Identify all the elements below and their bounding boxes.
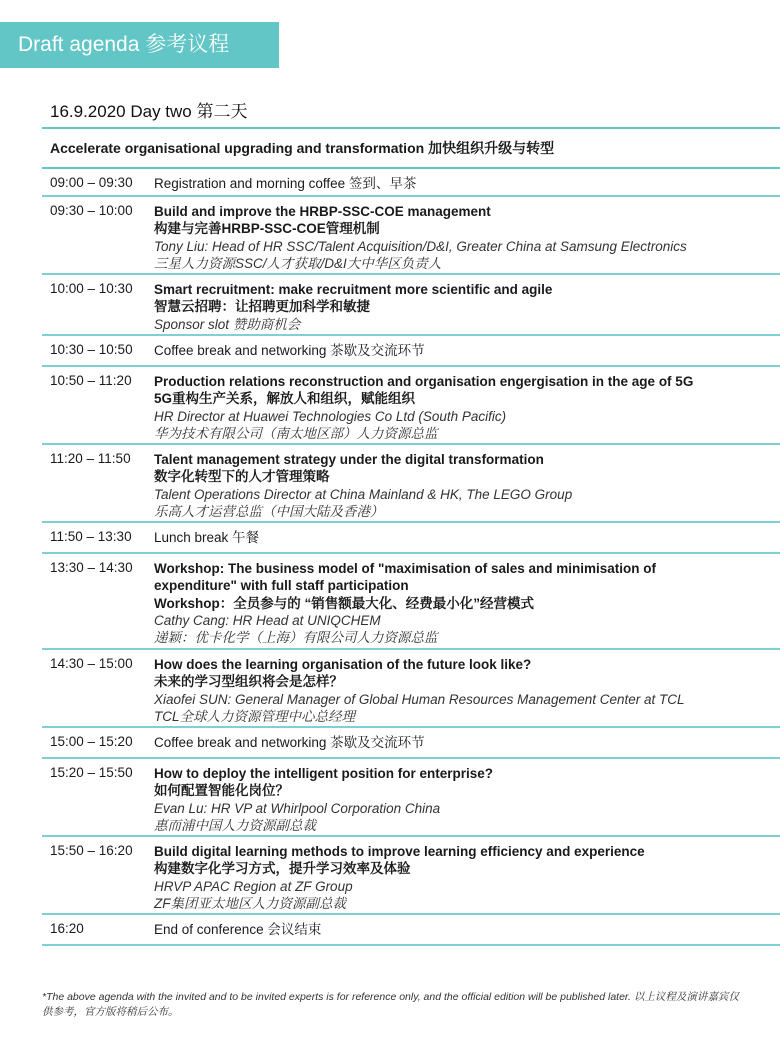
session-content xyxy=(154,367,780,443)
session-time: 15:00 – 15:20 xyxy=(50,734,133,749)
session-line: End of conference 会议结束 xyxy=(154,922,322,937)
session-time: 13:30 – 14:30 xyxy=(50,560,133,575)
session-line: Production relations reconstruction and organisation engergisation in the age of 5G xyxy=(154,374,694,389)
agenda-banner xyxy=(0,22,279,68)
session-time: 10:50 – 11:20 xyxy=(50,373,132,388)
session-line: Cathy Cang: HR Head at UNIQCHEM xyxy=(154,612,381,628)
session-row xyxy=(42,445,780,523)
session-content xyxy=(154,169,780,195)
session-time: 16:20 xyxy=(50,921,84,936)
session-row xyxy=(42,650,780,728)
session-line: 构建数字化学习方式，提升学习效率及体验 xyxy=(154,861,411,877)
session-line: 数字化转型下的人才管理策略 xyxy=(154,469,330,485)
session-time: 09:00 – 09:30 xyxy=(50,175,133,190)
session-line: Build and improve the HRBP-SSC-COE management xyxy=(154,204,491,219)
session-content xyxy=(154,445,780,521)
session-line: 5G重构生产关系，解放人和组织，赋能组织 xyxy=(154,391,416,407)
session-content xyxy=(154,336,780,365)
session-row xyxy=(42,837,780,915)
session-row xyxy=(42,169,780,197)
session-row xyxy=(42,523,780,554)
session-time: 11:50 – 13:30 xyxy=(50,529,132,544)
session-line: ZF集团亚太地区人力资源副总裁 xyxy=(154,895,346,911)
session-row xyxy=(42,915,780,946)
session-line: Coffee break and networking 茶歇及交流环节 xyxy=(154,343,425,358)
session-line: How does the learning organisation of the future look like? xyxy=(154,657,532,672)
banner-title: Draft agenda 参考议程 xyxy=(18,33,230,56)
session-line: Talent Operations Director at China Mainland & HK, The LEGO Group xyxy=(154,486,573,502)
session-content xyxy=(154,837,780,913)
session-content xyxy=(154,650,780,726)
session-line: 构建与完善HRBP-SSC-COE管理机制 xyxy=(154,221,380,237)
footnote: *The above agenda with the invited and to be invited experts is for reference only, and the official edition will be published later. 以上议程及演讲嘉宾仅供参考，官方版将稍后公布。 xyxy=(42,991,739,1018)
theme-heading: Accelerate organisational upgrading and transformation 加快组织升级与转型 xyxy=(42,129,780,169)
session-content xyxy=(154,554,780,648)
session-time: 09:30 – 10:00 xyxy=(50,203,133,218)
session-time: 14:30 – 15:00 xyxy=(50,656,133,671)
session-line: Registration and morning coffee 签到、早茶 xyxy=(154,176,417,191)
session-time: 15:50 – 16:20 xyxy=(50,843,133,858)
session-line: HR Director at Huawei Technologies Co Ltd (South Pacific) xyxy=(154,408,507,424)
session-line: 如何配置智能化岗位？ xyxy=(154,783,289,799)
session-line: 华为技术有限公司（南太地区部）人力资源总监 xyxy=(154,425,438,441)
session-time: 11:20 – 11:50 xyxy=(50,451,131,466)
session-content xyxy=(154,759,780,835)
session-time: 10:30 – 10:50 xyxy=(50,342,133,357)
session-content xyxy=(154,197,780,273)
session-line: HRVP APAC Region at ZF Group xyxy=(154,878,353,894)
session-line: TCL全球人力资源管理中心总经理 xyxy=(154,708,356,724)
session-row xyxy=(42,554,780,650)
session-list xyxy=(42,169,780,946)
session-line: Talent management strategy under the digital transformation xyxy=(154,452,544,467)
session-time: 15:20 – 15:50 xyxy=(50,765,133,780)
session-row xyxy=(42,728,780,759)
session-line: Evan Lu: HR VP at Whirlpool Corporation China xyxy=(154,800,441,816)
session-line: 智慧云招聘：让招聘更加科学和敏捷 xyxy=(154,299,370,315)
session-line: 递颖：优卡化学（上海）有限公司人力资源总监 xyxy=(154,630,438,646)
agenda-table xyxy=(42,127,780,946)
session-time: 10:00 – 10:30 xyxy=(50,281,133,296)
session-content xyxy=(154,915,780,944)
session-line: Workshop: The business model of "maximisation of sales and minimisation of xyxy=(154,561,656,576)
session-line: 三星人力资源SSC/人才获取/D&I大中华区负责人 xyxy=(154,255,442,271)
session-line: How to deploy the intelligent position for enterprise? xyxy=(154,766,494,781)
session-line: 未来的学习型组织将会是怎样？ xyxy=(154,674,343,690)
session-line: Lunch break 午餐 xyxy=(154,530,260,545)
session-row xyxy=(42,367,780,445)
session-content xyxy=(154,728,780,757)
day-title: 16.9.2020 Day two 第二天 xyxy=(50,102,248,121)
session-row xyxy=(42,336,780,367)
session-line: expenditure" with full staff participation xyxy=(154,578,409,594)
session-line: Smart recruitment: make recruitment more scientific and agile xyxy=(154,282,553,297)
session-content xyxy=(154,275,780,334)
session-line: Tony Liu: Head of HR SSC/Talent Acquisition/D&I, Greater China at Samsung Electronics xyxy=(154,238,687,254)
session-row xyxy=(42,275,780,336)
session-line: Build digital learning methods to improve learning efficiency and experience xyxy=(154,844,645,859)
session-row xyxy=(42,197,780,275)
session-line: Sponsor slot 赞助商机会 xyxy=(154,316,301,332)
session-line: Xiaofei SUN: General Manager of Global Human Resources Management Center at TCL xyxy=(154,691,685,707)
session-row xyxy=(42,759,780,837)
session-line: 惠而浦中国人力资源副总裁 xyxy=(154,817,316,833)
session-line: 乐高人才运营总监（中国大陆及香港） xyxy=(154,503,384,519)
session-content xyxy=(154,523,780,552)
session-line: Coffee break and networking 茶歇及交流环节 xyxy=(154,735,425,750)
session-line: Workshop：全员参与的 “销售额最大化、经费最小化”经营模式 xyxy=(154,595,535,611)
